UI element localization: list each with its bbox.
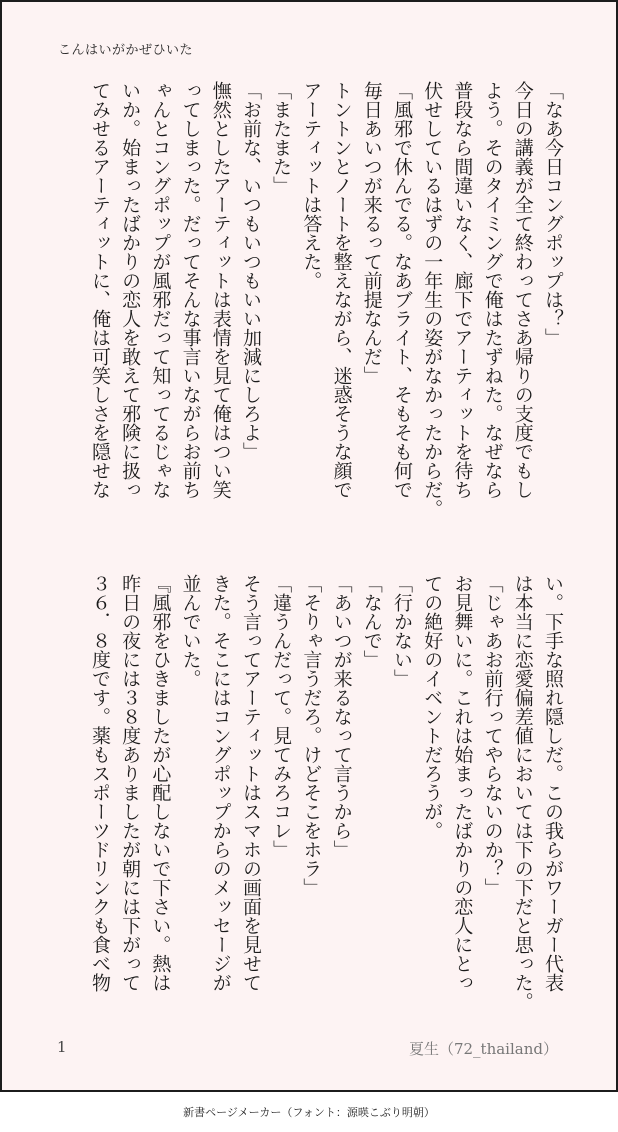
text-line: 『風邪をひきましたが心配しないで下さい。熱は: [149, 574, 172, 992]
text-line: 「あいつが来るなって言うから」: [330, 574, 353, 859]
page-header-title: こんはいがかぜひいた: [58, 43, 194, 58]
text-line: 「風邪で休んでる。なあブライト、そもそも何で: [390, 81, 413, 499]
body-text-top: [85, 81, 568, 531]
text-line: ３６．８度です。薬もスポーツドリンクも食べ物: [88, 574, 111, 992]
text-line: お見舞いに。これは始まったばかりの恋人にとっ: [451, 574, 474, 992]
text-line: 毎日あいつが来るって前提なんだ」: [360, 81, 383, 385]
text-line: ゃんとコングポップが風邪だって知ってるじゃな: [149, 81, 172, 499]
text-line: 「なんで」: [360, 574, 383, 669]
text-line: い。下手な照れ隠しだ。この我らがワーガー代表: [542, 574, 564, 992]
text-line: 「そりゃ言うだろ。けどそこをホラ」: [300, 574, 323, 897]
text-line: 昨日の夜には３８度ありましたが朝には下がって: [119, 574, 142, 992]
text-line: てみせるアーティットに、俺は可笑しさを隠せな: [88, 81, 111, 499]
text-line: 「なあ今日コングポップは？」: [542, 81, 564, 347]
text-line: 伏せしているはずの一年生の姿がなかったからだ。: [421, 81, 444, 518]
text-line: 普段なら間違いなく、廊下でアーティットを待ち: [451, 81, 474, 499]
text-line: よう。そのタイミングで俺はたずねた。なぜなら: [481, 81, 504, 499]
text-line: アーティットは答えた。: [300, 81, 323, 290]
text-line: 「お前な、いつもいつもいい加減にしろよ」: [239, 81, 262, 461]
text-line: 並んでいた。: [179, 574, 202, 688]
page-number: 1: [57, 1038, 67, 1056]
text-line: 今日の講義が全て終わってさあ帰りの支度でもし: [511, 81, 534, 499]
text-line: トントンとノートを整えながら、迷惑そうな顔で: [330, 81, 353, 499]
text-line: ての絶好のイベントだろうが。: [421, 574, 444, 840]
text-line: 「またまた」: [270, 81, 293, 195]
text-line: いか。始まったばかりの恋人を敢えて邪険に扱っ: [119, 81, 142, 499]
text-line: きた。そこにはコングポップからのメッセージが: [209, 574, 232, 992]
text-line: 「じゃあお前行ってやらないのか？」: [481, 574, 504, 897]
text-line: 「違うんだって。見てみろコレ」: [270, 574, 293, 859]
body-text-bottom: [85, 574, 568, 1014]
generator-credit: 新書ページメーカー（フォント：源暎こぶり明朝）: [183, 1106, 435, 1119]
text-line: は本当に恋愛偏差値においては下の下だと思った。: [511, 574, 534, 1011]
text-line: 「行かない」: [390, 574, 413, 688]
text-line: 憮然としたアーティットは表情を見て俺はつい笑: [209, 81, 232, 499]
author-credit: 夏生（72_thailand）: [408, 1040, 558, 1058]
text-line: そう言ってアーティットはスマホの画面を見せて: [239, 574, 262, 992]
text-line: ってしまった。だってそんな事言いながらお前ち: [179, 81, 202, 499]
